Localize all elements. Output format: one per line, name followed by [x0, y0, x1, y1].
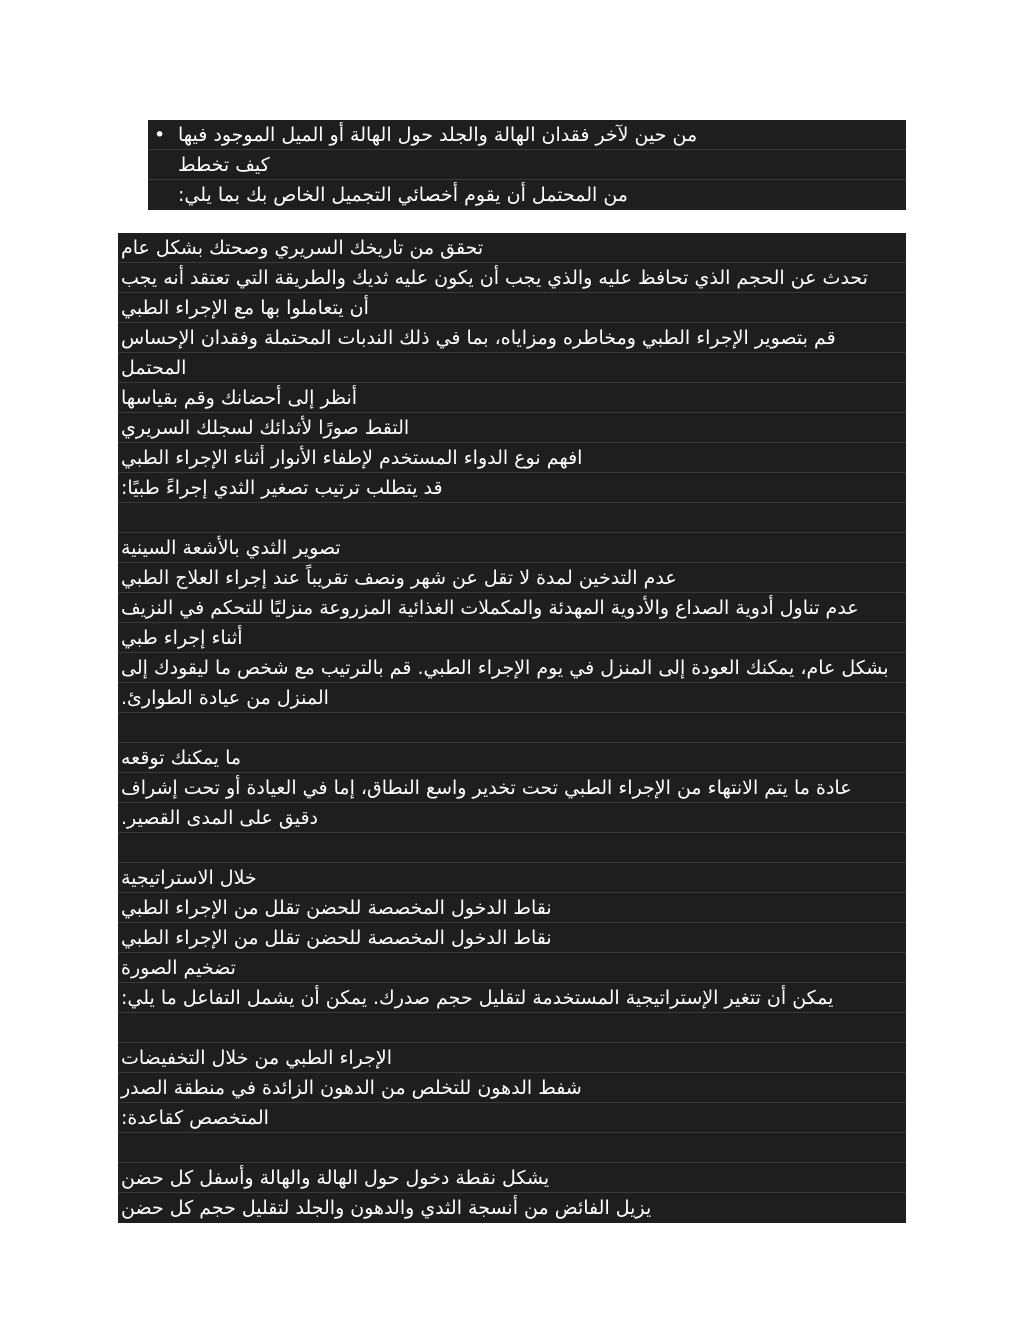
text-line	[118, 593, 906, 623]
text-line	[118, 1193, 906, 1223]
line-text: يمكن أن تتغير الإستراتيجية المستخدمة لتقليل حجم صدرك. يمكن أن يشمل التفاعل ما يلي:	[121, 987, 834, 1009]
text-line	[118, 563, 906, 593]
line-text: يزيل الفائض من أنسجة الثدي والدهون والجلد لتقليل حجم كل حضن	[121, 1197, 652, 1219]
text-line	[118, 893, 906, 923]
text-line	[118, 473, 906, 503]
line-text: من حين لآخر فقدان الهالة والجلد حول الهالة أو الميل الموجود فيها	[178, 124, 698, 146]
line-text: قد يتطلب ترتيب تصغير الثدي إجراءً طبيًا:	[121, 477, 443, 499]
line-text: نقاط الدخول المخصصة للحضن تقلل من الإجراء الطبي	[121, 927, 552, 949]
line-text: تحدث عن الحجم الذي تحافظ عليه والذي يجب أن يكون عليه ثديك والطريقة التي تعتقد أنه يجب	[121, 267, 868, 289]
text-line	[118, 623, 906, 653]
text-line	[118, 233, 906, 263]
text-line	[118, 923, 906, 953]
text-line	[118, 1043, 906, 1073]
text-block-main	[118, 233, 906, 1223]
list-item	[148, 150, 906, 180]
text-line	[118, 653, 906, 683]
text-line	[118, 323, 906, 353]
line-text: افهم نوع الدواء المستخدم لإطفاء الأنوار أثناء الإجراء الطبي	[121, 447, 583, 469]
bullet-icon: •	[154, 124, 166, 146]
line-text: دقيق على المدى القصير.	[121, 807, 319, 829]
line-text: عدم التدخين لمدة لا تقل عن شهر ونصف تقريباً عند إجراء العلاج الطبي	[121, 567, 677, 589]
text-line	[118, 773, 906, 803]
list-item	[148, 180, 906, 210]
line-text: نقاط الدخول المخصصة للحضن تقلل من الإجراء الطبي	[121, 897, 552, 919]
line-text: التقط صورًا لأثدائك لسجلك السريري	[121, 417, 410, 439]
line-text: يشكل نقطة دخول حول الهالة والهالة وأسفل كل حضن	[121, 1167, 550, 1189]
text-line	[118, 953, 906, 983]
text-line	[118, 1103, 906, 1133]
line-text: المحتمل	[121, 357, 187, 379]
line-text: أثناء إجراء طبي	[121, 627, 243, 649]
text-line	[118, 1013, 906, 1043]
line-text: تصوير الثدي بالأشعة السينية	[121, 537, 341, 559]
text-line	[118, 1163, 906, 1193]
text-line	[118, 383, 906, 413]
line-text: خلال الاستراتيجية	[121, 867, 257, 889]
line-text: ما يمكنك توقعه	[121, 747, 242, 769]
text-line	[118, 353, 906, 383]
line-text: شفط الدهون للتخلص من الدهون الزائدة في منطقة الصدر	[121, 1077, 582, 1099]
line-text: أنظر إلى أحضانك وقم بقياسها	[121, 387, 358, 409]
line-text: قم بتصوير الإجراء الطبي ومخاطره ومزاياه، بما في ذلك الندبات المحتملة وفقدان الإحساس	[121, 327, 836, 349]
text-line	[118, 293, 906, 323]
text-line	[118, 1133, 906, 1163]
text-line	[118, 743, 906, 773]
text-line	[118, 833, 906, 863]
text-line	[118, 503, 906, 533]
list-item	[148, 120, 906, 150]
line-text: الإجراء الطبي من خلال التخفيضات	[121, 1047, 393, 1069]
text-line	[118, 863, 906, 893]
line-text: من المحتمل أن يقوم أخصائي التجميل الخاص بك بما يلي:	[178, 184, 628, 206]
text-line	[118, 263, 906, 293]
line-text: تضخيم الصورة	[121, 957, 236, 979]
line-text: تحقق من تاريخك السريري وصحتك بشكل عام	[121, 237, 484, 259]
line-text: المتخصص كقاعدة:	[121, 1107, 269, 1129]
line-text: كيف تخطط	[178, 154, 270, 176]
line-text: عدم تناول أدوية الصداع والأدوية المهدئة والمكملات الغذائية المزروعة منزليًا للتحكم في النزيف	[121, 597, 859, 619]
line-text: المنزل من عيادة الطوارئ.	[121, 687, 329, 709]
text-block-intro	[148, 120, 906, 210]
text-line	[118, 683, 906, 713]
text-line	[118, 443, 906, 473]
line-text: بشكل عام، يمكنك العودة إلى المنزل في يوم الإجراء الطبي. قم بالترتيب مع شخص ما ليقودك إلى	[121, 657, 889, 679]
text-line	[118, 1073, 906, 1103]
line-text: أن يتعاملوا بها مع الإجراء الطبي	[121, 297, 369, 319]
text-line	[118, 413, 906, 443]
text-line	[118, 983, 906, 1013]
line-text: عادة ما يتم الانتهاء من الإجراء الطبي تحت تخدير واسع النطاق، إما في العيادة أو تحت إشراف	[121, 777, 852, 799]
text-line	[118, 713, 906, 743]
text-line	[118, 803, 906, 833]
text-line	[118, 533, 906, 563]
